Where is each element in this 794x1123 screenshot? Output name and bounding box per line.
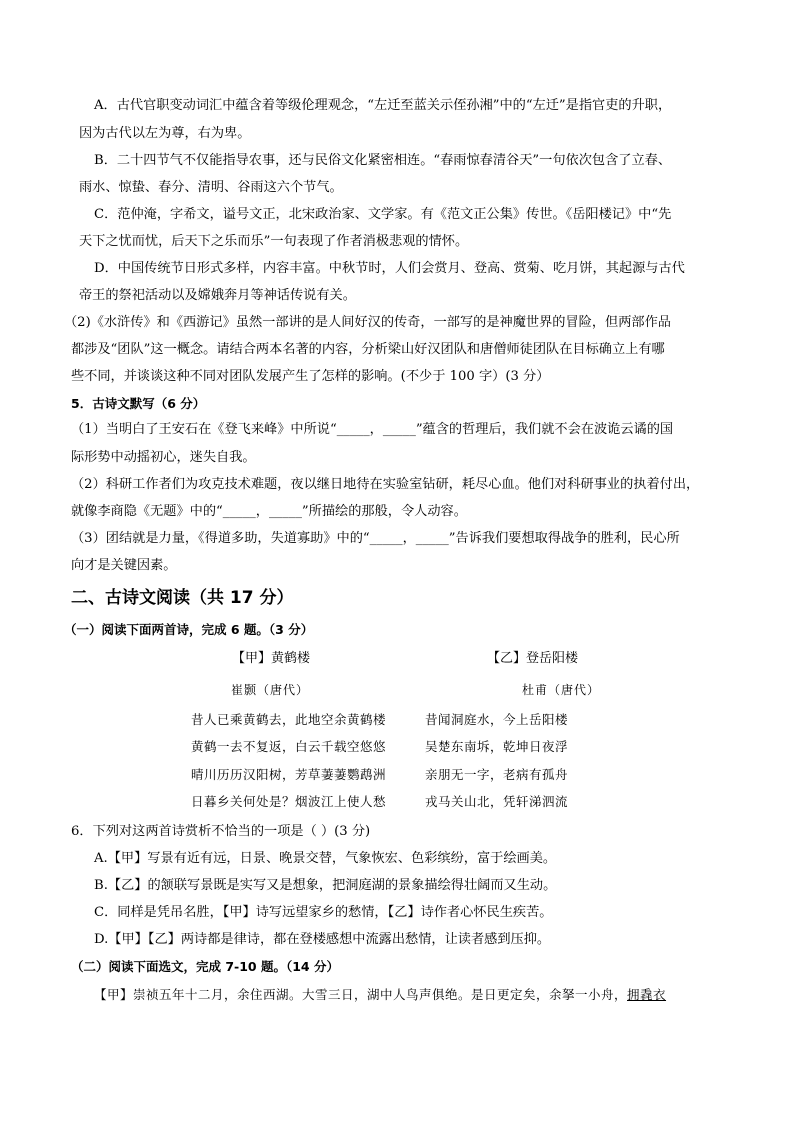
option-c-line2: 天下之忧而忧，后天下之乐而乐”一句表现了作者消极悲观的情怀。 — [79, 234, 469, 249]
poem-b-author: 杜甫（唐代） — [522, 683, 601, 697]
q6-option-a: A.【甲】写景有近有远，日景、晚景交替，气象恢宏、色彩缤纷，富于绘画美。 — [94, 851, 557, 866]
option-d-line1: D．中国传统节日形式多样，内容丰富。中秋节时，人们会赏月、登高、赏菊、吃月饼，其起源与古代 — [94, 261, 685, 276]
q5-1-line2: 际形势中动摇初心，迷失自我。 — [71, 450, 256, 465]
option-b-line2: 雨水、惊蛰、春分、清明、谷雨这六个节气。 — [79, 180, 343, 195]
poem-b-line: 昔闻洞庭水，今上岳阳楼 — [425, 712, 569, 727]
q6-stem: 6．下列对这两首诗赏析不恰当的一项是（ ）(3 分) — [71, 824, 371, 839]
option-a-line2: 因为古代以左为尊，右为卑。 — [79, 126, 251, 141]
classical-text: 【甲】崇祯五年十二月，余住西湖。大雪三日，湖中人鸟声俱绝。是日更定矣，余拏一小舟， — [94, 987, 628, 1002]
option-c-line1: C．范仲淹，字希文，谥号文正，北宋政治家、文学家。有《范文正公集》传世。《岳阳楼记》中“先 — [94, 207, 672, 222]
q5-3-line1: （3）团结就是力量，《得道多助，失道寡助》中的“_____，_____”告诉我们要想取得战争的胜利，民心所 — [71, 531, 680, 546]
q5-title: 5．古诗文默写（6 分） — [71, 396, 206, 411]
q5-2-line1: （2）科研工作者们为攻克技术难题，夜以继日地待在实验室钻研，耗尽心血。他们对科研事业的执着付出， — [71, 477, 700, 492]
poem-b-line: 亲朋无一字，老病有孤舟 — [425, 767, 569, 782]
poem-a-line: 昔人已乘黄鹤去，此地空余黄鹤楼 — [191, 712, 387, 727]
poem-a-author: 崔颢（唐代） — [231, 683, 310, 697]
poem-a-title: 【甲】黄鹤楼 — [232, 651, 311, 666]
poem-b-line: 戎马关山北，凭轩涕泗流 — [425, 794, 569, 809]
q4-2-line2: 都涉及“团队”这一概念。请结合两本名著的内容，分析梁山好汉团队和唐僧师徒团队在目标确立上有哪 — [71, 342, 665, 357]
poem-a-line: 日暮乡关何处是？烟波江上使人愁 — [191, 794, 387, 809]
section-title: 二、古诗文阅读（共 17 分） — [71, 588, 294, 608]
q5-1-line1: （1）当明白了王安石在《登飞来峰》中所说“_____，_____”蕴含的哲理后，我们就不会在波诡云谲的国 — [71, 422, 674, 437]
poem-a-line: 黄鹤一去不复返，白云千载空悠悠 — [191, 739, 387, 754]
q5-2-line2: 就像李商隐《无题》中的“_____，_____”所描绘的那般，令人动容。 — [71, 504, 467, 519]
q6-option-b: B.【乙】的颔联写景既是实写又是想象，把洞庭湖的景象描绘得壮阔而又生动。 — [94, 878, 557, 893]
poem-a-line: 晴川历历汉阳树，芳草萋萋鹦鹉洲 — [191, 767, 387, 782]
q5-3-line2: 向才是关键因素。 — [71, 558, 177, 573]
option-a-line1: A．古代官职变动词汇中蕴含着等级伦理观念，“左迁至蓝关示侄孙湘”中的“左迁”是指官吏的升职， — [94, 98, 672, 113]
q4-2-line3: 些不同，并谈谈这种不同对团队发展产生了怎样的影响。(不少于 100 字）(3 分） — [71, 369, 550, 384]
part2-title: （二）阅读下面选文，完成 7-10 题。（14 分） — [71, 959, 339, 974]
poem-b-line: 吴楚东南坼，乾坤日夜浮 — [425, 739, 569, 754]
poem-b-title: 【乙】登岳阳楼 — [487, 651, 579, 666]
q4-2-line1: （2)《水浒传》和《西游记》虽然一部讲的是人间好汉的传奇，一部写的是神魔世界的冒险，但两部作品 — [64, 315, 671, 330]
q6-option-d: D.【甲】【乙】两诗都是律诗，都在登楼感想中流露出愁情，让读者感到压抑。 — [94, 932, 551, 947]
option-b-line1: B．二十四节气不仅能指导农事，还与民俗文化紧密相连。“春雨惊春清谷天”一句依次包含了立春、 — [94, 153, 672, 168]
part1-title: （一）阅读下面两首诗，完成 6 题。（3 分） — [64, 622, 314, 637]
underlined-term: 拥毳衣 — [627, 987, 667, 1002]
classical-text-line — [94, 985, 666, 1005]
q6-option-c: C．同样是凭吊名胜，【甲】诗写远望家乡的愁情，【乙】诗作者心怀民生疾苦。 — [94, 905, 553, 920]
option-d-line2: 帝王的祭祀活动以及嫦娥奔月等神话传说有关。 — [79, 288, 356, 303]
